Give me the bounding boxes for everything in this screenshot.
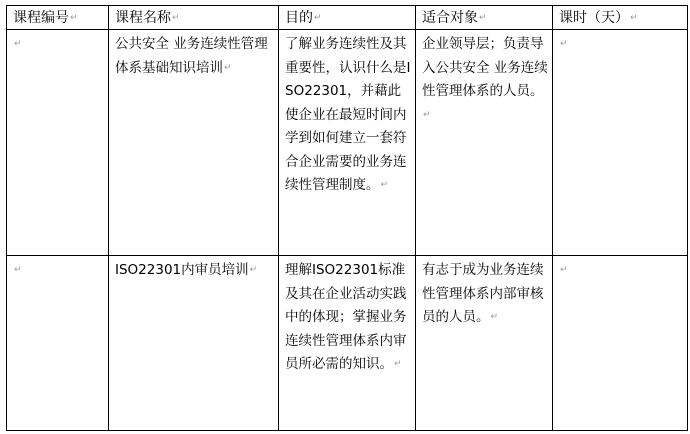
cell-course-name: ISO22301内审员培训↵ xyxy=(109,256,279,431)
paragraph-mark-icon: ↵ xyxy=(14,39,22,49)
paragraph-mark-icon: ↵ xyxy=(314,13,322,23)
course-table xyxy=(6,5,688,431)
header-course-code: 课程编号↵ xyxy=(7,6,109,30)
paragraph-mark-icon: ↵ xyxy=(490,312,499,322)
paragraph-mark-icon: ↵ xyxy=(172,13,180,23)
paragraph-mark-icon: ↵ xyxy=(14,265,22,275)
paragraph-mark-icon: ↵ xyxy=(380,180,389,190)
cell-purpose: 了解业务连续性及其重要性，认识什么是ISO22301，并藉此使企业在最短时间内学到如何建立一套符合企业需要的业务连续性管理制度。↵ xyxy=(279,30,416,256)
paragraph-mark-icon: ↵ xyxy=(70,13,78,23)
table-row xyxy=(7,256,688,431)
cell-course-name: 公共安全 业务连续性管理体系基础知识培训↵ xyxy=(109,30,279,256)
cell-course-code xyxy=(7,256,109,431)
cell-course-code xyxy=(7,30,109,256)
paragraph-mark-icon: ↵ xyxy=(479,13,487,23)
header-purpose: 目的↵ xyxy=(279,6,416,30)
header-audience: 适合对象↵ xyxy=(416,6,553,30)
paragraph-mark-icon: ↵ xyxy=(423,109,431,120)
paragraph-mark-icon: ↵ xyxy=(630,13,638,23)
cell-days xyxy=(553,256,688,431)
header-days: 课时（天）↵ xyxy=(553,6,688,30)
cell-audience: 有志于成为业务连续性管理体系内部审核员的人员。↵ xyxy=(416,256,553,431)
paragraph-mark-icon: ↵ xyxy=(249,265,258,275)
header-row xyxy=(7,6,688,30)
paragraph-mark-icon: ↵ xyxy=(560,39,568,49)
cell-days xyxy=(553,30,688,256)
header-course-name: 课程名称↵ xyxy=(109,6,279,30)
paragraph-mark-icon: ↵ xyxy=(394,359,402,369)
paragraph-mark-icon: ↵ xyxy=(224,62,232,73)
table-row xyxy=(7,30,688,256)
cell-purpose: 理解ISO22301标准及其在企业活动实践中的体现；掌握业务连续性管理体系内审员所必需的知识。↵ xyxy=(279,256,416,431)
cell-audience: 企业领导层；负责导入公共安全 业务连续性管理体系的人员。↵ xyxy=(416,30,553,256)
paragraph-mark-icon: ↵ xyxy=(560,265,568,275)
